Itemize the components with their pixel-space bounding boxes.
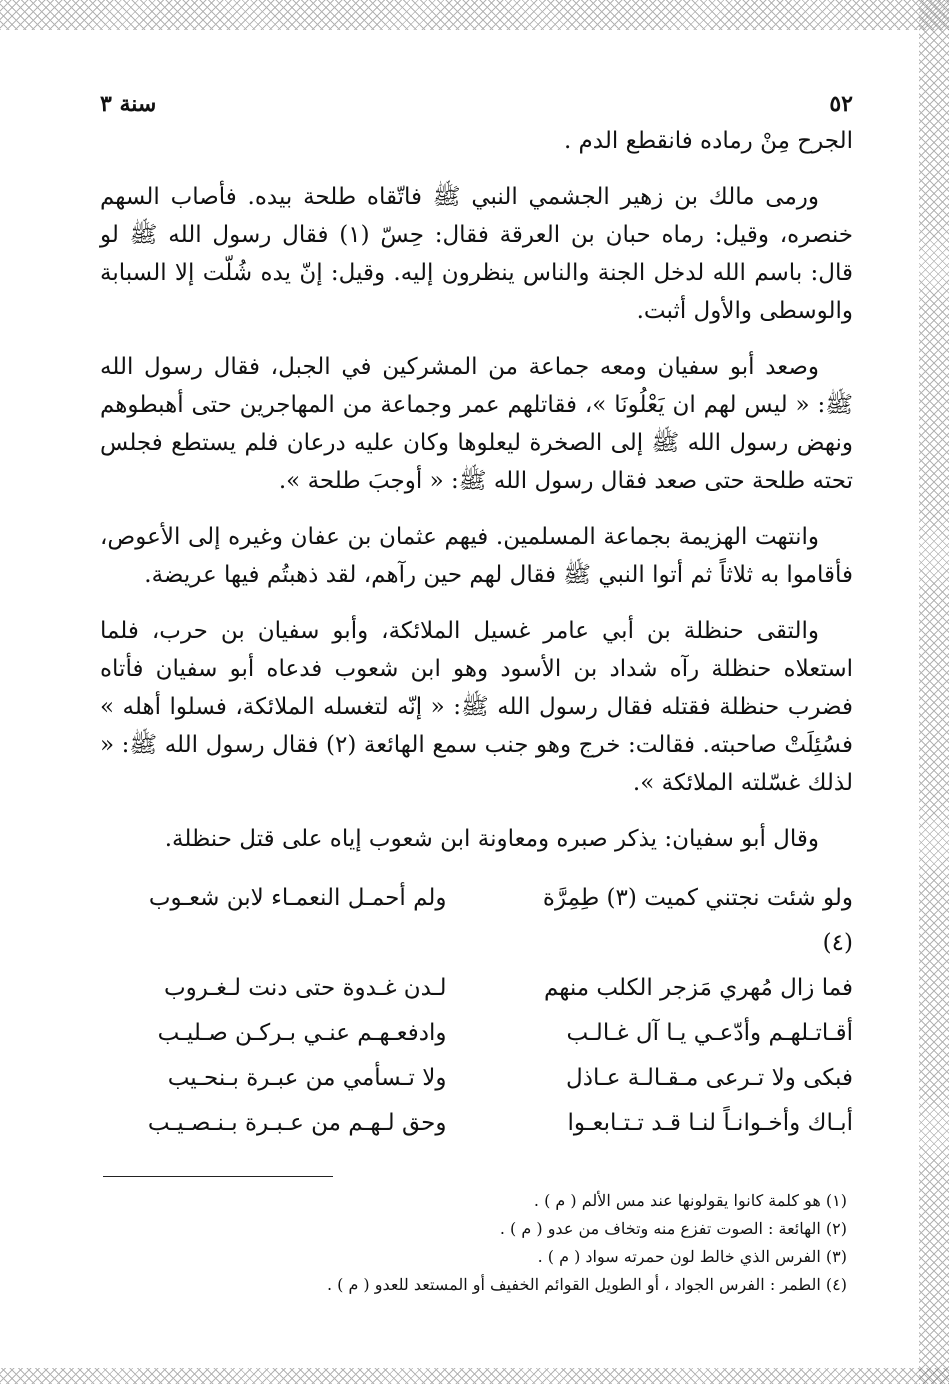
page-header [100, 86, 853, 122]
running-title: سنة ٣ [100, 91, 157, 117]
book-page [100, 86, 853, 1326]
footnote: (٤) الطمر : الفرس الجواد ، أو الطويل القوائم الخفيف أو المستعد للعدو ( م ) . [326, 1275, 847, 1294]
verse-second-hemistich: ولم أحمـل النعمـاء لابن شعـوب [148, 885, 447, 911]
verse-first-hemistich: فبكى ولا تـرعى مـقـالـة عـاذل [566, 1065, 853, 1091]
footnote: (١) هو كلمة كانوا يقولونها عند مس الألم ( م ) . [533, 1191, 847, 1210]
paragraph: وصعد أبو سفيان ومعه جماعة من المشركين في الجبل، فقال رسول الله ﷺ: « ليس لهم ان يَعْلُونَا »، فقاتلهم عمر وجماعة من المهاجرين حتى أهبطوهم ونهض رسول الله ﷺ إلى الصخرة ليعلوها وكان عليه درعان فلم يستطع فجلس تحته طلحة حتى صعد فقال رسول الله ﷺ: « أوجبَ طلحة ». [100, 354, 853, 494]
footnote-separator [103, 1176, 333, 1177]
paragraph: الجرح مِنْ رماده فانقطع الدم . [563, 128, 853, 154]
decorative-border-right [919, 0, 949, 1384]
verse-first-hemistich: فما زال مُهري مَزجر الكلب منهم [543, 975, 853, 1001]
verse-second-hemistich: وادفعـهـم عنـي بـركـن صـليـب [157, 1020, 447, 1046]
footnote: (٣) الفرس الذي خالط لون حمرته سواد ( م ) . [537, 1247, 847, 1266]
verse-second-hemistich: وحق لـهـم من عـبـرة بـنـصـيـب [147, 1110, 447, 1136]
verse-second-hemistich: ولا تـسأمي من عبـرة بـنحـيب [167, 1065, 447, 1091]
verse-first-hemistich: أبـاك وأخـوانـاً لنـا قـد تـتـابعـوا [567, 1110, 853, 1136]
verse-first-hemistich: ولو شئت نجتني كميت (٣) طِمِرَّة (٤) [542, 885, 853, 956]
footnotes [100, 1187, 847, 1299]
decorative-border-top [0, 0, 949, 30]
verse-first-hemistich: أقـاتـلهـم وأدّعـي يـا آل غـالـب [566, 1020, 853, 1046]
verse-second-hemistich: لـدن غـدوة حتى دنت لـغـروب [163, 975, 447, 1001]
body-text [100, 122, 853, 858]
paragraph: ورمى مالك بن زهير الجشمي النبي ﷺ فاتّقاه طلحة بيده. فأصاب السهم خنصره، وقيل: رماه حبان بن العرقة فقال: حِسّ (١) فقال رسول الله ﷺ لو قال: باسم الله لدخل الجنة والناس ينظرون إليه. وقيل: إنّ يده شُلّت إلا السبابة والوسطى والأول أثبت. [100, 184, 853, 324]
footnote: (٢) الهائعة : الصوت تفزع منه وتخاف من عدو ( م ) . [499, 1219, 847, 1238]
page-number: ٥٢ [829, 91, 853, 117]
poem [100, 876, 853, 1146]
decorative-border-bottom [0, 1368, 949, 1384]
paragraph: والتقى حنظلة بن أبي عامر غسيل الملائكة، وأبو سفيان بن حرب، فلما استعلاه حنظلة رآه شداد بن الأسود وهو ابن شعوب فدعاه أبو سفيان فأتاه فضرب حنظلة فقتله فقال رسول الله ﷺ: « إنّه لتغسله الملائكة، فسلوا أهله » فسُئِلَتْ صاحبته. فقالت: خرج وهو جنب سمع الهائعة (٢) فقال رسول الله ﷺ: « لذلك غسّلته الملائكة ». [100, 618, 853, 796]
paragraph: وانتهت الهزيمة بجماعة المسلمين. فيهم عثمان بن عفان وغيره إلى الأعوص، فأقاموا به ثلاثاً ثم أتوا النبي ﷺ فقال لهم حين رآهم، لقد ذهبتُم فيها عريضة. [100, 524, 853, 588]
paragraph: وقال أبو سفيان: يذكر صبره ومعاونة ابن شعوب إياه على قتل حنظلة. [164, 826, 819, 852]
